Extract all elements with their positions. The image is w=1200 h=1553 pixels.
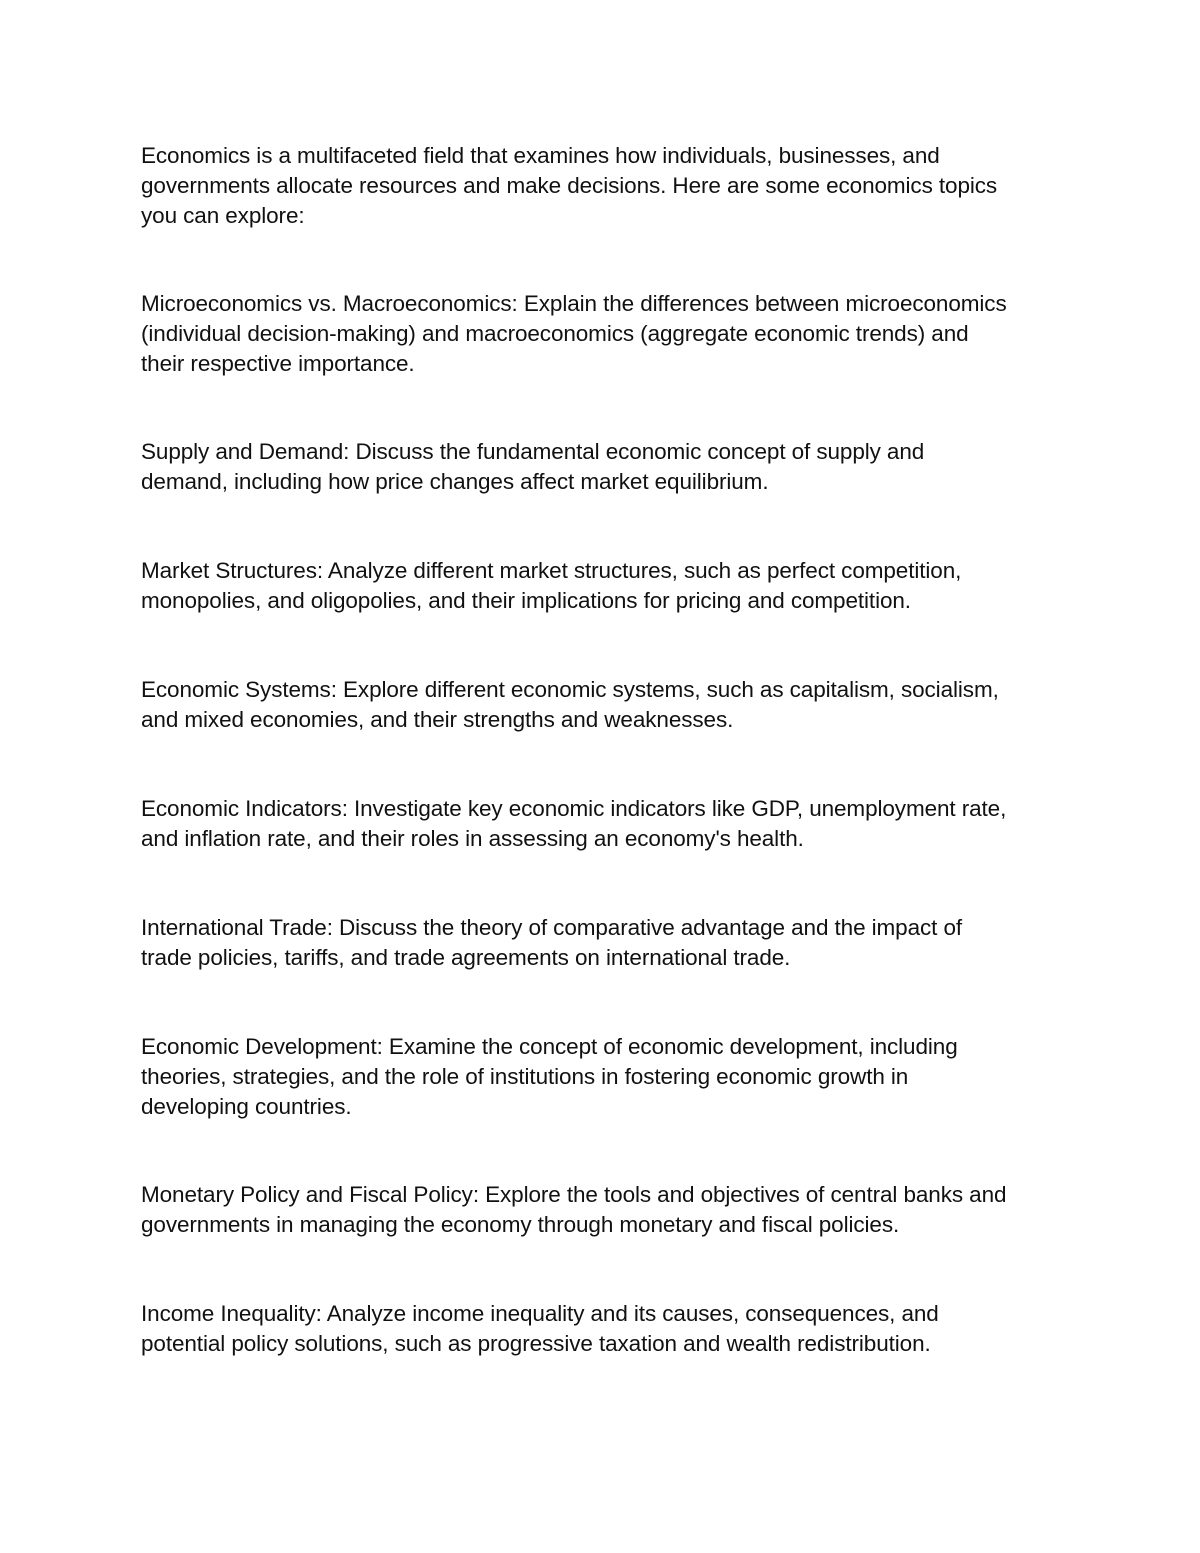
text-line: developing countries. [141, 1094, 352, 1119]
text-line: demand, including how price changes affect market equilibrium. [141, 469, 769, 494]
intro-paragraph [141, 141, 1071, 231]
text-line: you can explore: [141, 203, 305, 228]
text-line: Economic Development: Examine the concept of economic development, including [141, 1034, 958, 1059]
text-line: and inflation rate, and their roles in assessing an economy's health. [141, 826, 804, 851]
text-line: their respective importance. [141, 351, 415, 376]
topic-monetary-and-fiscal-policy [141, 1180, 1071, 1240]
text-line: governments allocate resources and make decisions. Here are some economics topics [141, 173, 998, 198]
text-line: Economic Indicators: Investigate key economic indicators like GDP, unemployment rate, [141, 796, 1007, 821]
text-line: Monetary Policy and Fiscal Policy: Explore the tools and objectives of central banks and [141, 1182, 1007, 1207]
topic-economic-systems [141, 675, 1071, 735]
text-line: potential policy solutions, such as progressive taxation and wealth redistribution. [141, 1331, 931, 1356]
text-line: Income Inequality: Analyze income inequality and its causes, consequences, and [141, 1301, 939, 1326]
text-line: and mixed economies, and their strengths and weaknesses. [141, 707, 734, 732]
text-line: monopolies, and oligopolies, and their implications for pricing and competition. [141, 588, 911, 613]
text-line: governments in managing the economy through monetary and fiscal policies. [141, 1212, 900, 1237]
text-line: (individual decision-making) and macroeconomics (aggregate economic trends) and [141, 321, 969, 346]
text-line: Economic Systems: Explore different economic systems, such as capitalism, socialism, [141, 677, 999, 702]
text-line: theories, strategies, and the role of institutions in fostering economic growth in [141, 1064, 909, 1089]
topic-supply-and-demand [141, 437, 1071, 497]
topic-microeconomics-vs-macroeconomics [141, 289, 1071, 379]
text-line: Market Structures: Analyze different market structures, such as perfect competition, [141, 558, 962, 583]
text-line: trade policies, tariffs, and trade agreements on international trade. [141, 945, 791, 970]
text-line: Economics is a multifaceted field that examines how individuals, businesses, and [141, 143, 940, 168]
topic-economic-development [141, 1032, 1071, 1122]
topic-income-inequality [141, 1299, 1071, 1359]
topic-international-trade [141, 913, 1071, 973]
text-line: International Trade: Discuss the theory of comparative advantage and the impact of [141, 915, 963, 940]
text-line: Microeconomics vs. Macroeconomics: Explain the differences between microeconomics [141, 291, 1007, 316]
topic-economic-indicators [141, 794, 1071, 854]
text-line: Supply and Demand: Discuss the fundamental economic concept of supply and [141, 439, 925, 464]
topic-market-structures [141, 556, 1071, 616]
